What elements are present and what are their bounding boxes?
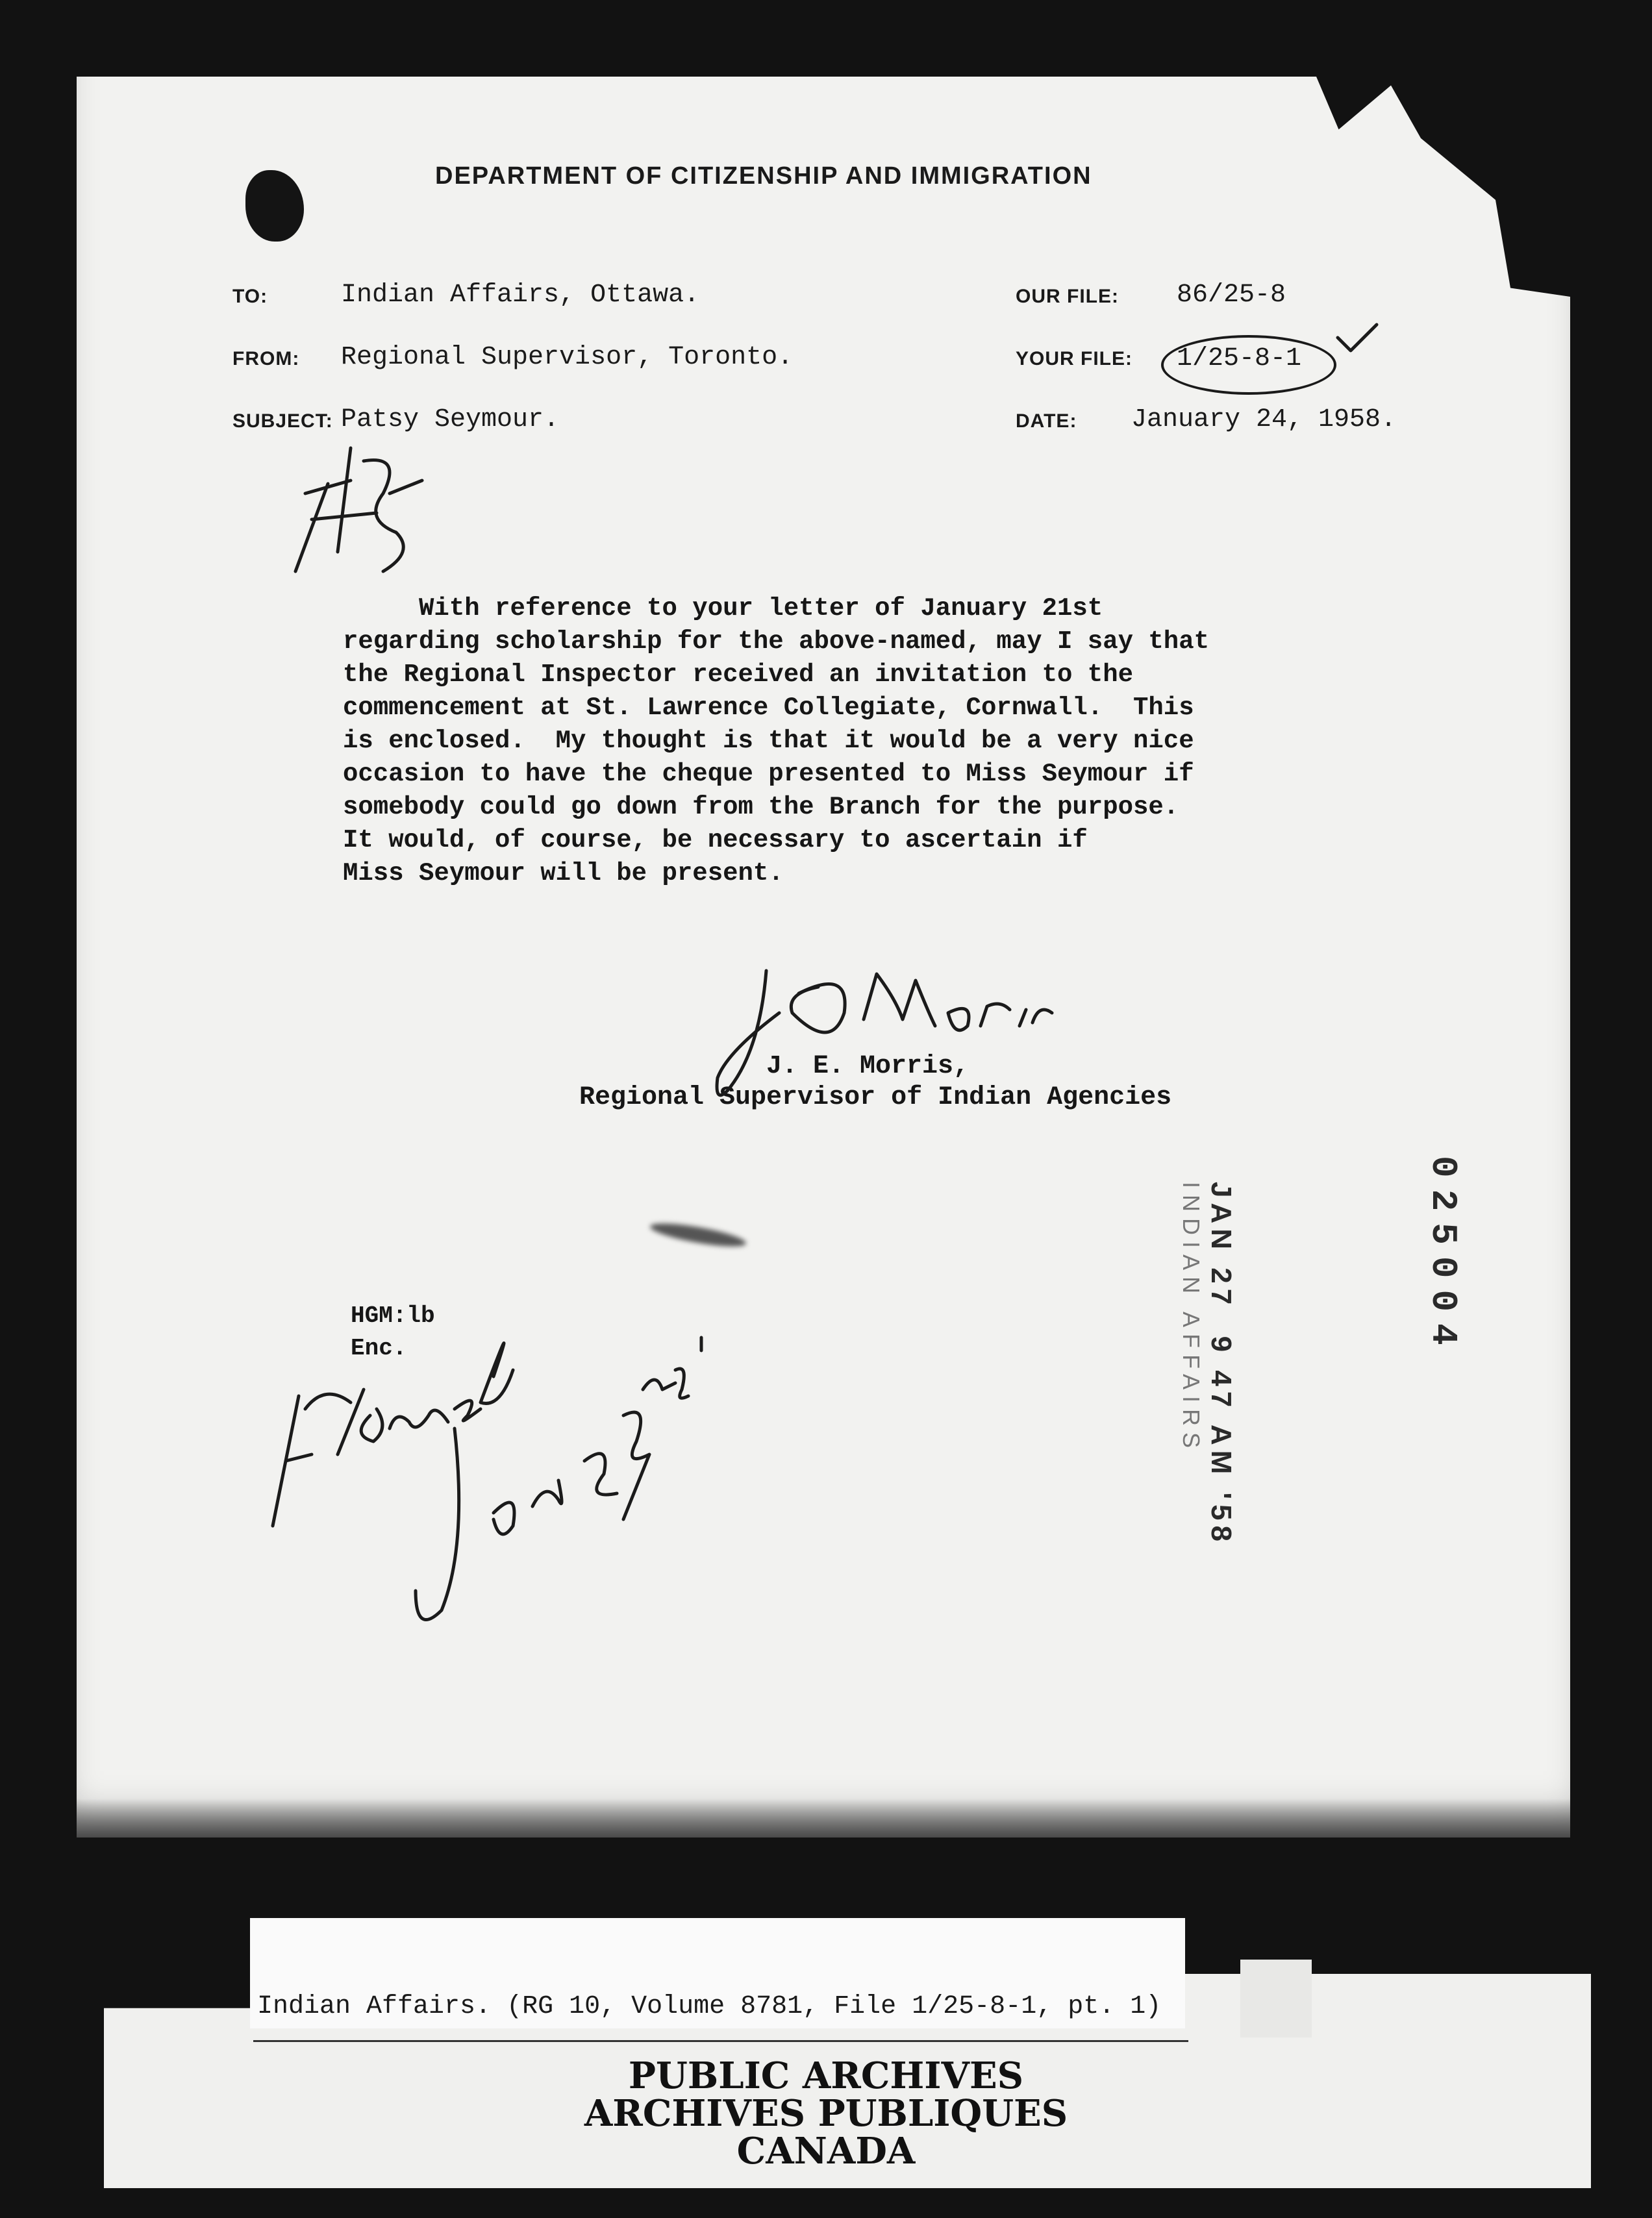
your-file-label: YOUR FILE: <box>1016 348 1133 369</box>
body-line: With reference to your letter of January 21st <box>343 594 1103 623</box>
our-file-value: 86/25-8 <box>1177 280 1286 310</box>
stamp-date: JAN 27 9 47 AM '58 <box>1205 1182 1237 1547</box>
handwritten-date <box>416 1338 701 1620</box>
to-value: Indian Affairs, Ottawa. <box>341 280 700 310</box>
body-line: somebody could go down from the Branch for the purpose. <box>343 793 1179 821</box>
archives-line-3: CANADA <box>736 2130 916 2173</box>
date-value: January 24, 1958. <box>1131 405 1397 434</box>
body-line: Miss Seymour will be present. <box>343 859 784 888</box>
our-file-label: OUR FILE: <box>1016 286 1119 307</box>
body-line: regarding scholarship for the above-named, may I say that <box>343 627 1210 656</box>
archives-line-2: ARCHIVES PUBLIQUES <box>584 2092 1068 2135</box>
signatory-name: J. E. Morris, <box>766 1052 970 1081</box>
department-letterhead: DEPARTMENT OF CITIZENSHIP AND IMMIGRATION <box>435 162 1092 190</box>
check-mark <box>1338 325 1377 351</box>
body-line: occasion to have the cheque presented to Miss Seymour if <box>343 760 1194 788</box>
date-label: DATE: <box>1016 410 1077 432</box>
body-line: It would, of course, be necessary to ascertain if <box>343 826 1088 854</box>
body-line: is enclosed. My thought is that it would be a very nice <box>343 727 1194 755</box>
archive-citation: Indian Affairs. (RG 10, Volume 8781, File 1/25-8-1, pt. 1) <box>257 1992 1162 2021</box>
to-label: TO: <box>232 286 268 307</box>
archives-line-1: PUBLIC ARCHIVES <box>628 2054 1024 2097</box>
your-file-value: 1/25-8-1 <box>1177 344 1302 373</box>
label-tab <box>1240 1960 1312 2037</box>
stamp-org: INDIAN AFFAIRS <box>1178 1182 1205 1455</box>
from-value: Regional Supervisor, Toronto. <box>341 343 794 372</box>
handwritten-followed <box>273 1343 513 1526</box>
subject-label: SUBJECT: <box>232 410 333 432</box>
subject-value: Patsy Seymour. <box>341 405 560 434</box>
received-stamp <box>1177 1182 1237 1547</box>
body-line: the Regional Inspector received an invitation to the <box>343 660 1133 689</box>
body-line: commencement at St. Lawrence Collegiate, Cornwall. This <box>343 693 1194 722</box>
registry-number: 025004 <box>1422 1156 1464 1357</box>
citation-rule <box>253 2040 1188 2042</box>
enclosure-note: Enc. <box>351 1335 407 1362</box>
typist-initials: HGM:lb <box>351 1302 435 1329</box>
signatory-title: Regional Supervisor of Indian Agencies <box>579 1083 1172 1112</box>
from-label: FROM: <box>232 348 300 369</box>
handwritten-signature <box>717 971 1052 1095</box>
handwritten-marginal-mark <box>295 448 422 571</box>
